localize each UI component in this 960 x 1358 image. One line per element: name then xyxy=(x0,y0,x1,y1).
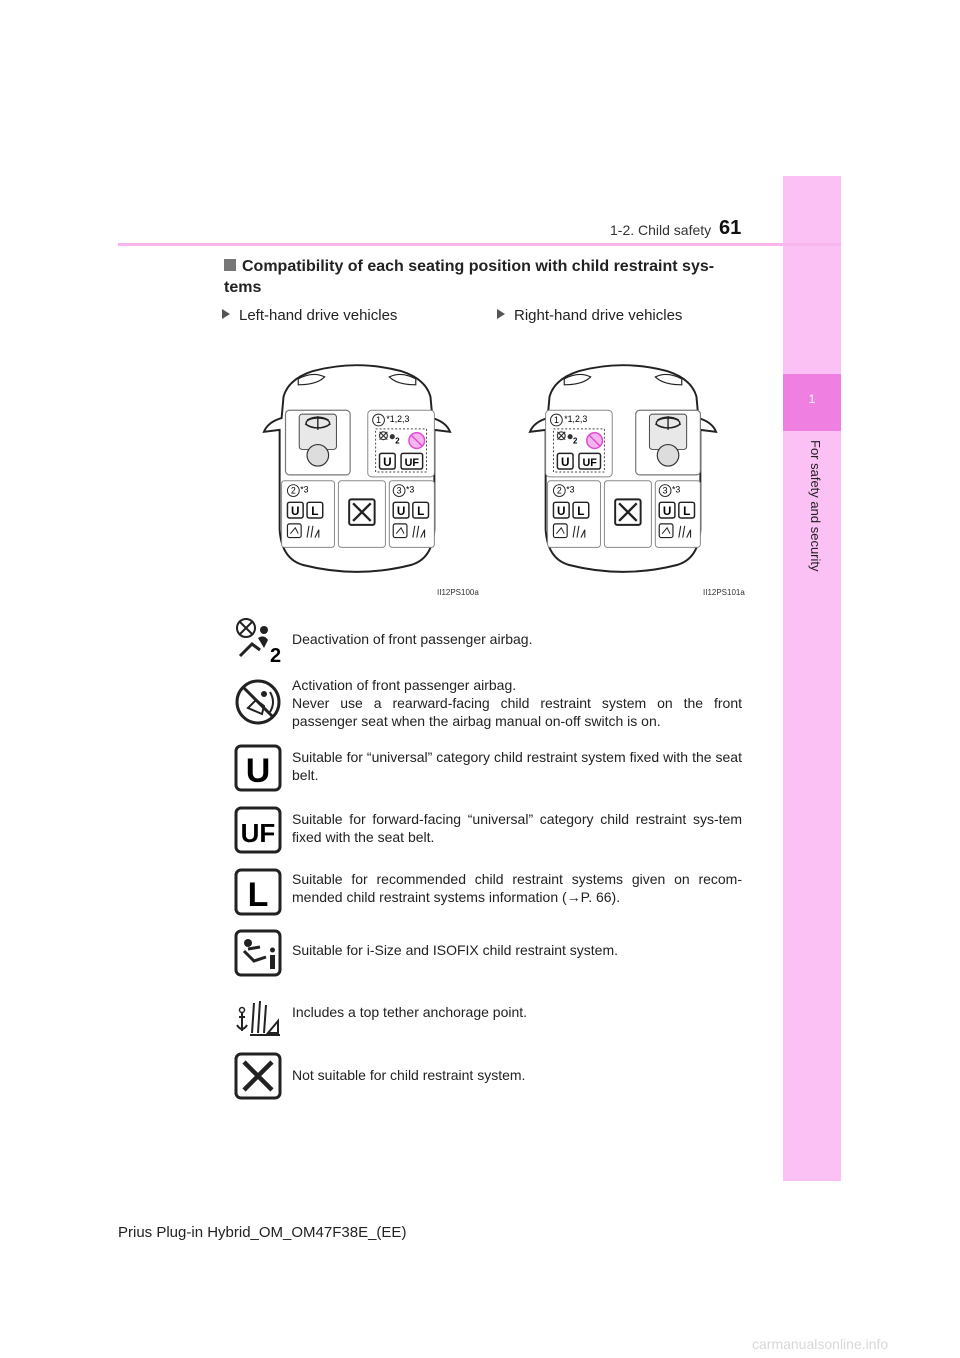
legend-text-activation: Activation of front passenger airbag. Never use a rearward-facing child restraint system on the front passenger seat when the airbag manual on-off switch is on. xyxy=(292,677,742,729)
legend-item-isofix xyxy=(234,929,744,977)
page-number: 61 xyxy=(719,217,742,239)
right-hand-drive-subtitle xyxy=(497,307,682,324)
seat-number-3: 3 xyxy=(662,485,668,496)
u-glyph: U xyxy=(560,456,570,470)
triangle-bullet-icon xyxy=(222,309,230,319)
l-recommended-icon xyxy=(234,868,282,916)
legend-item-activation xyxy=(234,676,744,732)
isofix-icon xyxy=(234,929,282,977)
right-hand-drive-label: Right-hand drive vehicles xyxy=(514,307,683,324)
right-hand-drive-seat-diagram xyxy=(528,355,718,585)
airbag-digit: 2 xyxy=(395,436,400,446)
triangle-bullet-icon xyxy=(497,309,505,319)
u-universal-icon xyxy=(234,744,282,792)
uf-forward-universal-icon xyxy=(234,806,282,854)
legend-item-not-suitable xyxy=(234,1052,744,1100)
u-glyph: U xyxy=(557,505,566,519)
front-seat-note: *1,2,3 xyxy=(386,414,410,425)
legend-text-isofix: Suitable for i-Size and ISOFIX child restraint system. xyxy=(292,942,619,958)
top-tether-icon xyxy=(234,991,282,1039)
uf-glyph: UF xyxy=(582,457,597,470)
rear-left-note: *3 xyxy=(300,484,309,495)
left-hand-drive-seat-diagram xyxy=(262,355,452,585)
chapter-number: 1 xyxy=(808,392,816,406)
legend-text-top-tether: Includes a top tether anchorage point. xyxy=(292,1004,528,1020)
chapter-title: For safety and security xyxy=(808,440,823,572)
l-glyph: L xyxy=(247,876,269,914)
section-heading xyxy=(224,256,746,298)
airbag-activation-prohibited-icon xyxy=(234,678,282,726)
seat-number-2: 2 xyxy=(556,485,562,496)
l-glyph: L xyxy=(683,505,691,519)
heading-square-icon xyxy=(224,259,236,271)
legend-item-deactivation xyxy=(234,616,744,664)
airbag-deactivation-icon xyxy=(234,616,282,664)
l-glyph: L xyxy=(417,505,425,519)
section-heading-text: Compatibility of each seating position with child restraint sys-tems xyxy=(224,258,715,296)
u-glyph: U xyxy=(396,505,406,519)
seat-number-3: 3 xyxy=(396,485,402,496)
left-hand-drive-subtitle xyxy=(222,307,397,324)
rear-right-note: *3 xyxy=(671,484,681,495)
site-watermark: carmanualsonline.info xyxy=(752,1336,889,1352)
rear-right-note: *3 xyxy=(405,484,415,495)
left-hand-drive-label: Left-hand drive vehicles xyxy=(239,307,398,324)
seat-number-2: 2 xyxy=(290,485,296,496)
section-title: 1-2. Child safety xyxy=(610,222,712,238)
uf-glyph: UF xyxy=(240,818,276,848)
l-glyph: L xyxy=(311,505,319,519)
u-glyph: U xyxy=(383,456,392,470)
u-glyph: U xyxy=(291,505,300,519)
legend-text-universal: Suitable for “universal” category child restraint system fixed with the seat belt. xyxy=(292,749,742,783)
left-figure-code: II12PS100a xyxy=(437,588,479,597)
rear-left-note: *3 xyxy=(566,484,575,495)
seat-number-1: 1 xyxy=(376,414,381,425)
right-figure-code: II12PS101a xyxy=(703,588,745,597)
front-seat-note: *1,2,3 xyxy=(564,414,588,425)
airbag-digit: 2 xyxy=(573,436,578,446)
header-rule xyxy=(118,243,841,246)
seat-number-1: 1 xyxy=(553,414,559,425)
chapter-side-tab xyxy=(783,176,841,1181)
legend-item-forward-universal xyxy=(234,806,744,854)
airbag-digit: 2 xyxy=(270,645,282,664)
u-glyph: U xyxy=(662,505,672,519)
legend-item-top-tether xyxy=(234,991,744,1039)
not-suitable-icon xyxy=(234,1052,282,1100)
uf-glyph: UF xyxy=(404,457,420,470)
legend-text-deactivation: Deactivation of front passenger airbag. xyxy=(292,631,533,647)
legend-text-not-suitable: Not suitable for child restraint system. xyxy=(292,1067,526,1083)
legend-item-recommended xyxy=(234,868,744,916)
legend-text-forward-universal: Suitable for forward-facing “universal” category child restraint sys-tem fixed with the seat belt. xyxy=(292,811,742,845)
legend-item-universal xyxy=(234,744,744,792)
l-glyph: L xyxy=(577,505,585,519)
document-footer: Prius Plug-in Hybrid_OM_OM47F38E_(EE) xyxy=(118,1224,407,1241)
u-glyph: U xyxy=(245,752,271,790)
legend-text-recommended: Suitable for recommended child restraint systems given on recom-mended child restraint systems information (→P. 66). xyxy=(292,871,742,905)
